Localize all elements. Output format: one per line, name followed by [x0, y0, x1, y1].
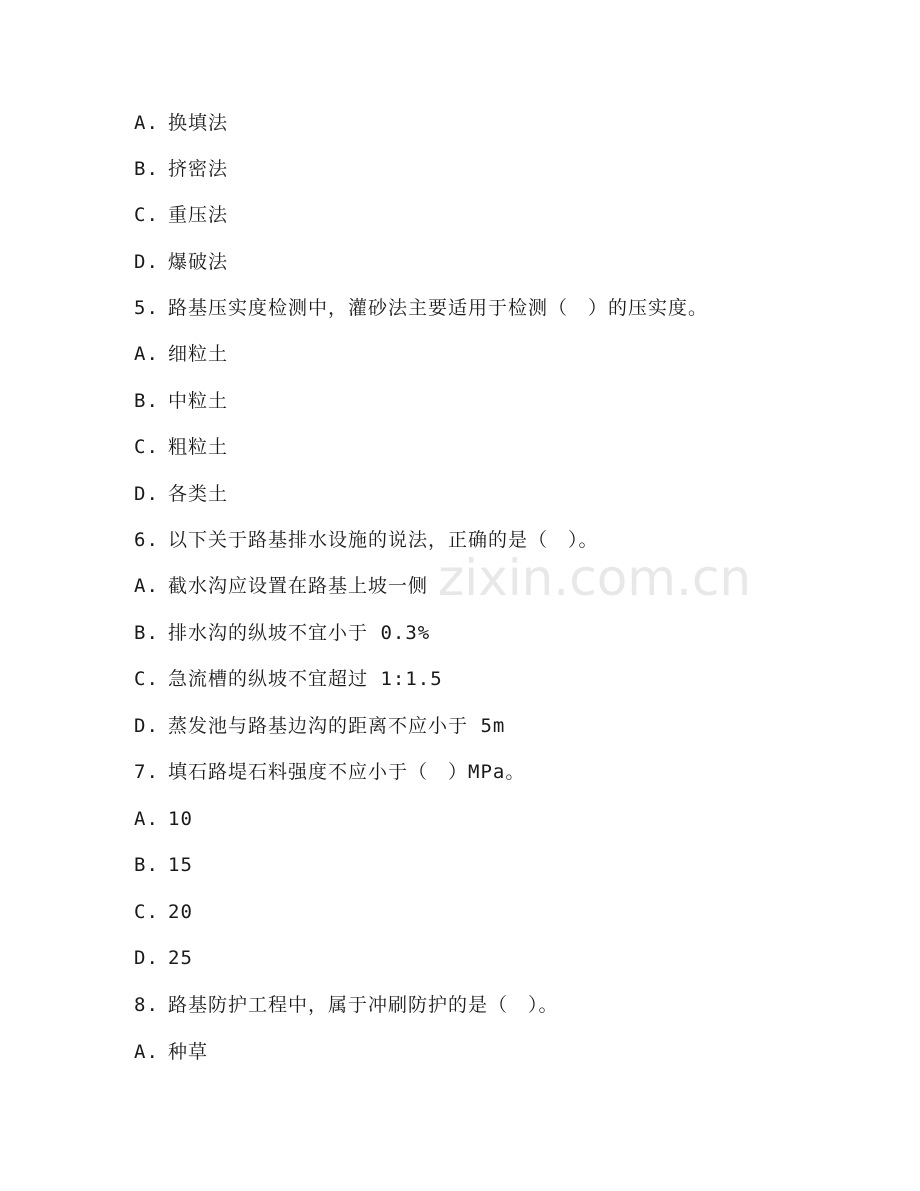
option-line	[134, 389, 228, 413]
question-line	[134, 296, 708, 320]
option-label: A.	[134, 808, 159, 830]
option-label: B.	[134, 158, 159, 180]
option-line	[134, 203, 228, 227]
question-text: 填石路堤石料强度不应小于（ ）MPa。	[168, 761, 526, 783]
option-text: 15	[168, 854, 193, 876]
option-text: 各类土	[168, 483, 229, 505]
option-text: 截水沟应设置在路基上坡一侧	[168, 575, 429, 597]
option-line	[134, 621, 430, 645]
option-line	[134, 250, 228, 274]
option-text: 20	[168, 901, 193, 923]
option-line	[134, 342, 228, 366]
question-number: 8.	[134, 994, 159, 1016]
option-text: 25	[168, 947, 193, 969]
option-text: 挤密法	[168, 158, 229, 180]
option-text: 中粒土	[168, 390, 229, 412]
option-text: 种草	[168, 1041, 209, 1063]
option-line	[134, 574, 428, 598]
option-line	[134, 157, 228, 181]
option-text: 蒸发池与路基边沟的距离不应小于 5m	[168, 715, 506, 737]
question-line	[134, 993, 559, 1017]
option-line	[134, 900, 193, 924]
question-number: 6.	[134, 529, 159, 551]
option-label: A.	[134, 1041, 159, 1063]
option-label: A.	[134, 575, 159, 597]
option-label: B.	[134, 390, 159, 412]
option-line	[134, 435, 228, 459]
option-line	[134, 667, 443, 691]
watermark: zixin.com.cn	[438, 549, 752, 607]
option-label: A.	[134, 343, 159, 365]
option-text: 细粒土	[168, 343, 229, 365]
option-text: 爆破法	[168, 251, 229, 273]
option-text: 粗粒土	[168, 436, 229, 458]
option-label: C.	[134, 204, 159, 226]
option-label: B.	[134, 854, 159, 876]
question-number: 7.	[134, 761, 159, 783]
option-text: 换填法	[168, 112, 229, 134]
option-label: D.	[134, 715, 159, 737]
question-text: 以下关于路基排水设施的说法，正确的是（ ）。	[168, 529, 599, 551]
option-text: 急流槽的纵坡不宜超过 1:1.5	[168, 668, 443, 690]
option-line	[134, 714, 505, 738]
question-text: 路基防护工程中，属于冲刷防护的是（ ）。	[168, 994, 559, 1016]
option-label: C.	[134, 901, 159, 923]
option-line	[134, 1040, 208, 1064]
option-label: D.	[134, 947, 159, 969]
option-text: 排水沟的纵坡不宜小于 0.3%	[168, 622, 431, 644]
option-label: A.	[134, 112, 159, 134]
option-line	[134, 482, 228, 506]
option-label: B.	[134, 622, 159, 644]
option-line	[134, 946, 193, 970]
question-line	[134, 528, 599, 552]
option-text: 10	[168, 808, 193, 830]
option-label: C.	[134, 436, 159, 458]
option-label: C.	[134, 668, 159, 690]
question-text: 路基压实度检测中，灌砂法主要适用于检测（ ）的压实度。	[168, 297, 709, 319]
option-label: D.	[134, 483, 159, 505]
option-line	[134, 111, 228, 135]
option-line	[134, 807, 193, 831]
option-text: 重压法	[168, 204, 229, 226]
option-label: D.	[134, 251, 159, 273]
question-number: 5.	[134, 297, 159, 319]
question-line	[134, 760, 525, 784]
option-line	[134, 853, 193, 877]
